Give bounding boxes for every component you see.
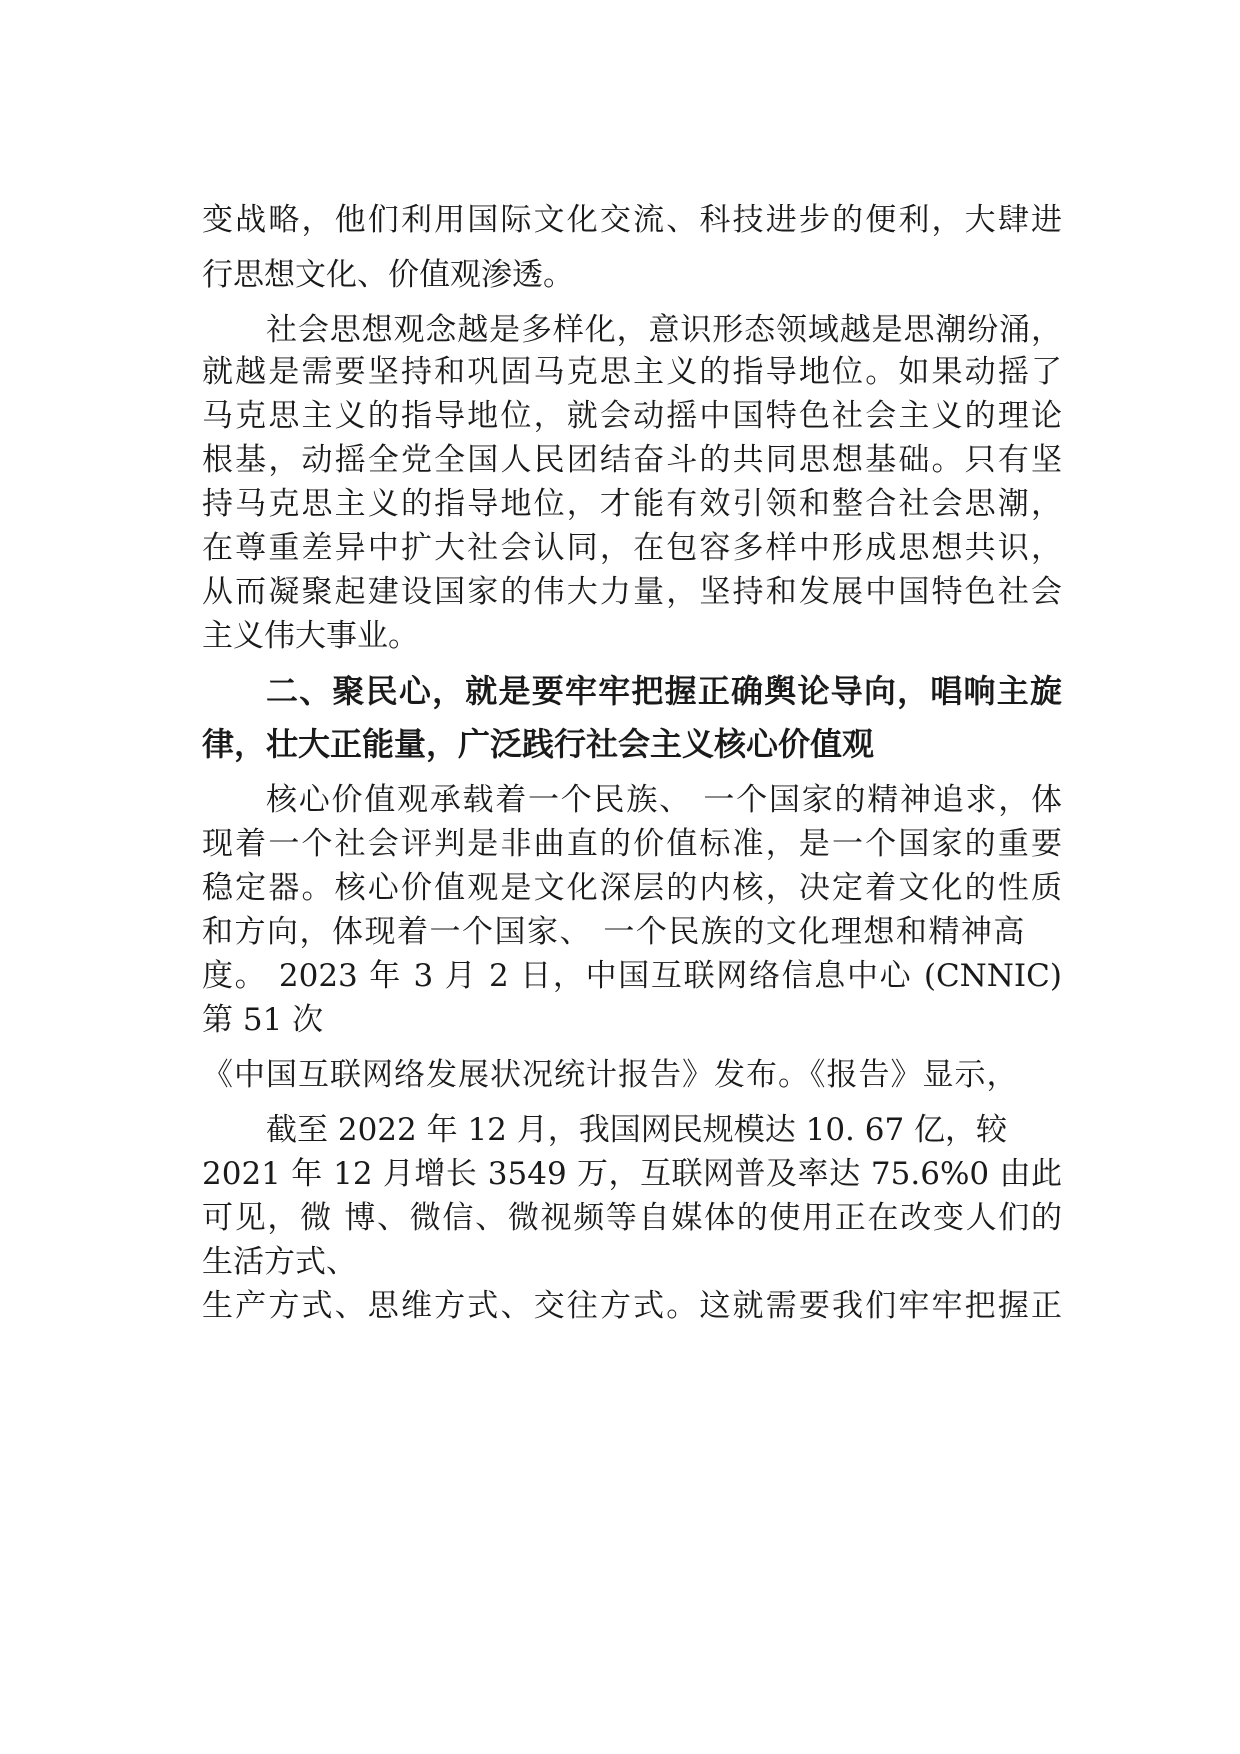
paragraph-first-line: 社会思想观念越是多样化，意识形态领域越是思潮纷涌， — [266, 312, 1062, 348]
body-line: 第 51 次 — [202, 1002, 324, 1038]
body-line: 从而凝聚起建设国家的伟大力量，坚持和发展中国特色社会 — [202, 574, 1062, 610]
body-line: 变战略，他们利用国际文化交流、科技进步的便利，大肆进 — [202, 202, 1062, 238]
section-heading: 二、聚民心，就是要牢牢把握正确舆论导向，唱响主旋 — [266, 672, 1062, 710]
body-line: 主义伟大事业。 — [202, 618, 419, 654]
body-line: 度。 2023 年 3 月 2 日，中国互联网络信息中心 (CNNIC) — [202, 958, 1062, 994]
paragraph-first-line: 核心价值观承载着一个民族、 一个国家的精神追求，体 — [266, 782, 1062, 818]
body-line: 生活方式、 — [202, 1244, 357, 1280]
paragraph-first-line: 截至 2022 年 12 月，我国网民规模达 10. 67 亿，较 — [266, 1112, 1008, 1148]
body-line: 行思想文化、价值观渗透。 — [202, 257, 574, 293]
body-line: 生产方式、思维方式、交往方式。这就需要我们牢牢把握正 — [202, 1288, 1062, 1324]
body-line: 和方向，体现着一个国家、 一个民族的文化理想和精神高 — [202, 914, 1026, 950]
body-line: 《中国互联网络发展状况统计报告》发布。《报告》显示， — [202, 1057, 1019, 1093]
section-heading: 律，壮大正能量，广泛践行社会主义核心价值观 — [202, 725, 875, 763]
body-line: 可见，微 博、微信、微视频等自媒体的使用正在改变人们的 — [202, 1200, 1062, 1236]
body-line: 现着一个社会评判是非曲直的价值标准，是一个国家的重要 — [202, 826, 1062, 862]
body-line: 稳定器。核心价值观是文化深层的内核，决定着文化的性质 — [202, 870, 1062, 906]
body-line: 马克思主义的指导地位，就会动摇中国特色社会主义的理论 — [202, 398, 1062, 434]
body-line: 根基，动摇全党全国人民团结奋斗的共同思想基础。只有坚 — [202, 442, 1062, 478]
body-line: 持马克思主义的指导地位，才能有效引领和整合社会思潮， — [202, 486, 1062, 522]
body-line: 在尊重差异中扩大社会认同，在包容多样中形成思想共识， — [202, 530, 1062, 566]
body-line: 2021 年 12 月增长 3549 万，互联网普及率达 75.6%0 由此 — [202, 1156, 1062, 1192]
body-line: 就越是需要坚持和巩固马克思主义的指导地位。如果动摇了 — [202, 354, 1062, 390]
